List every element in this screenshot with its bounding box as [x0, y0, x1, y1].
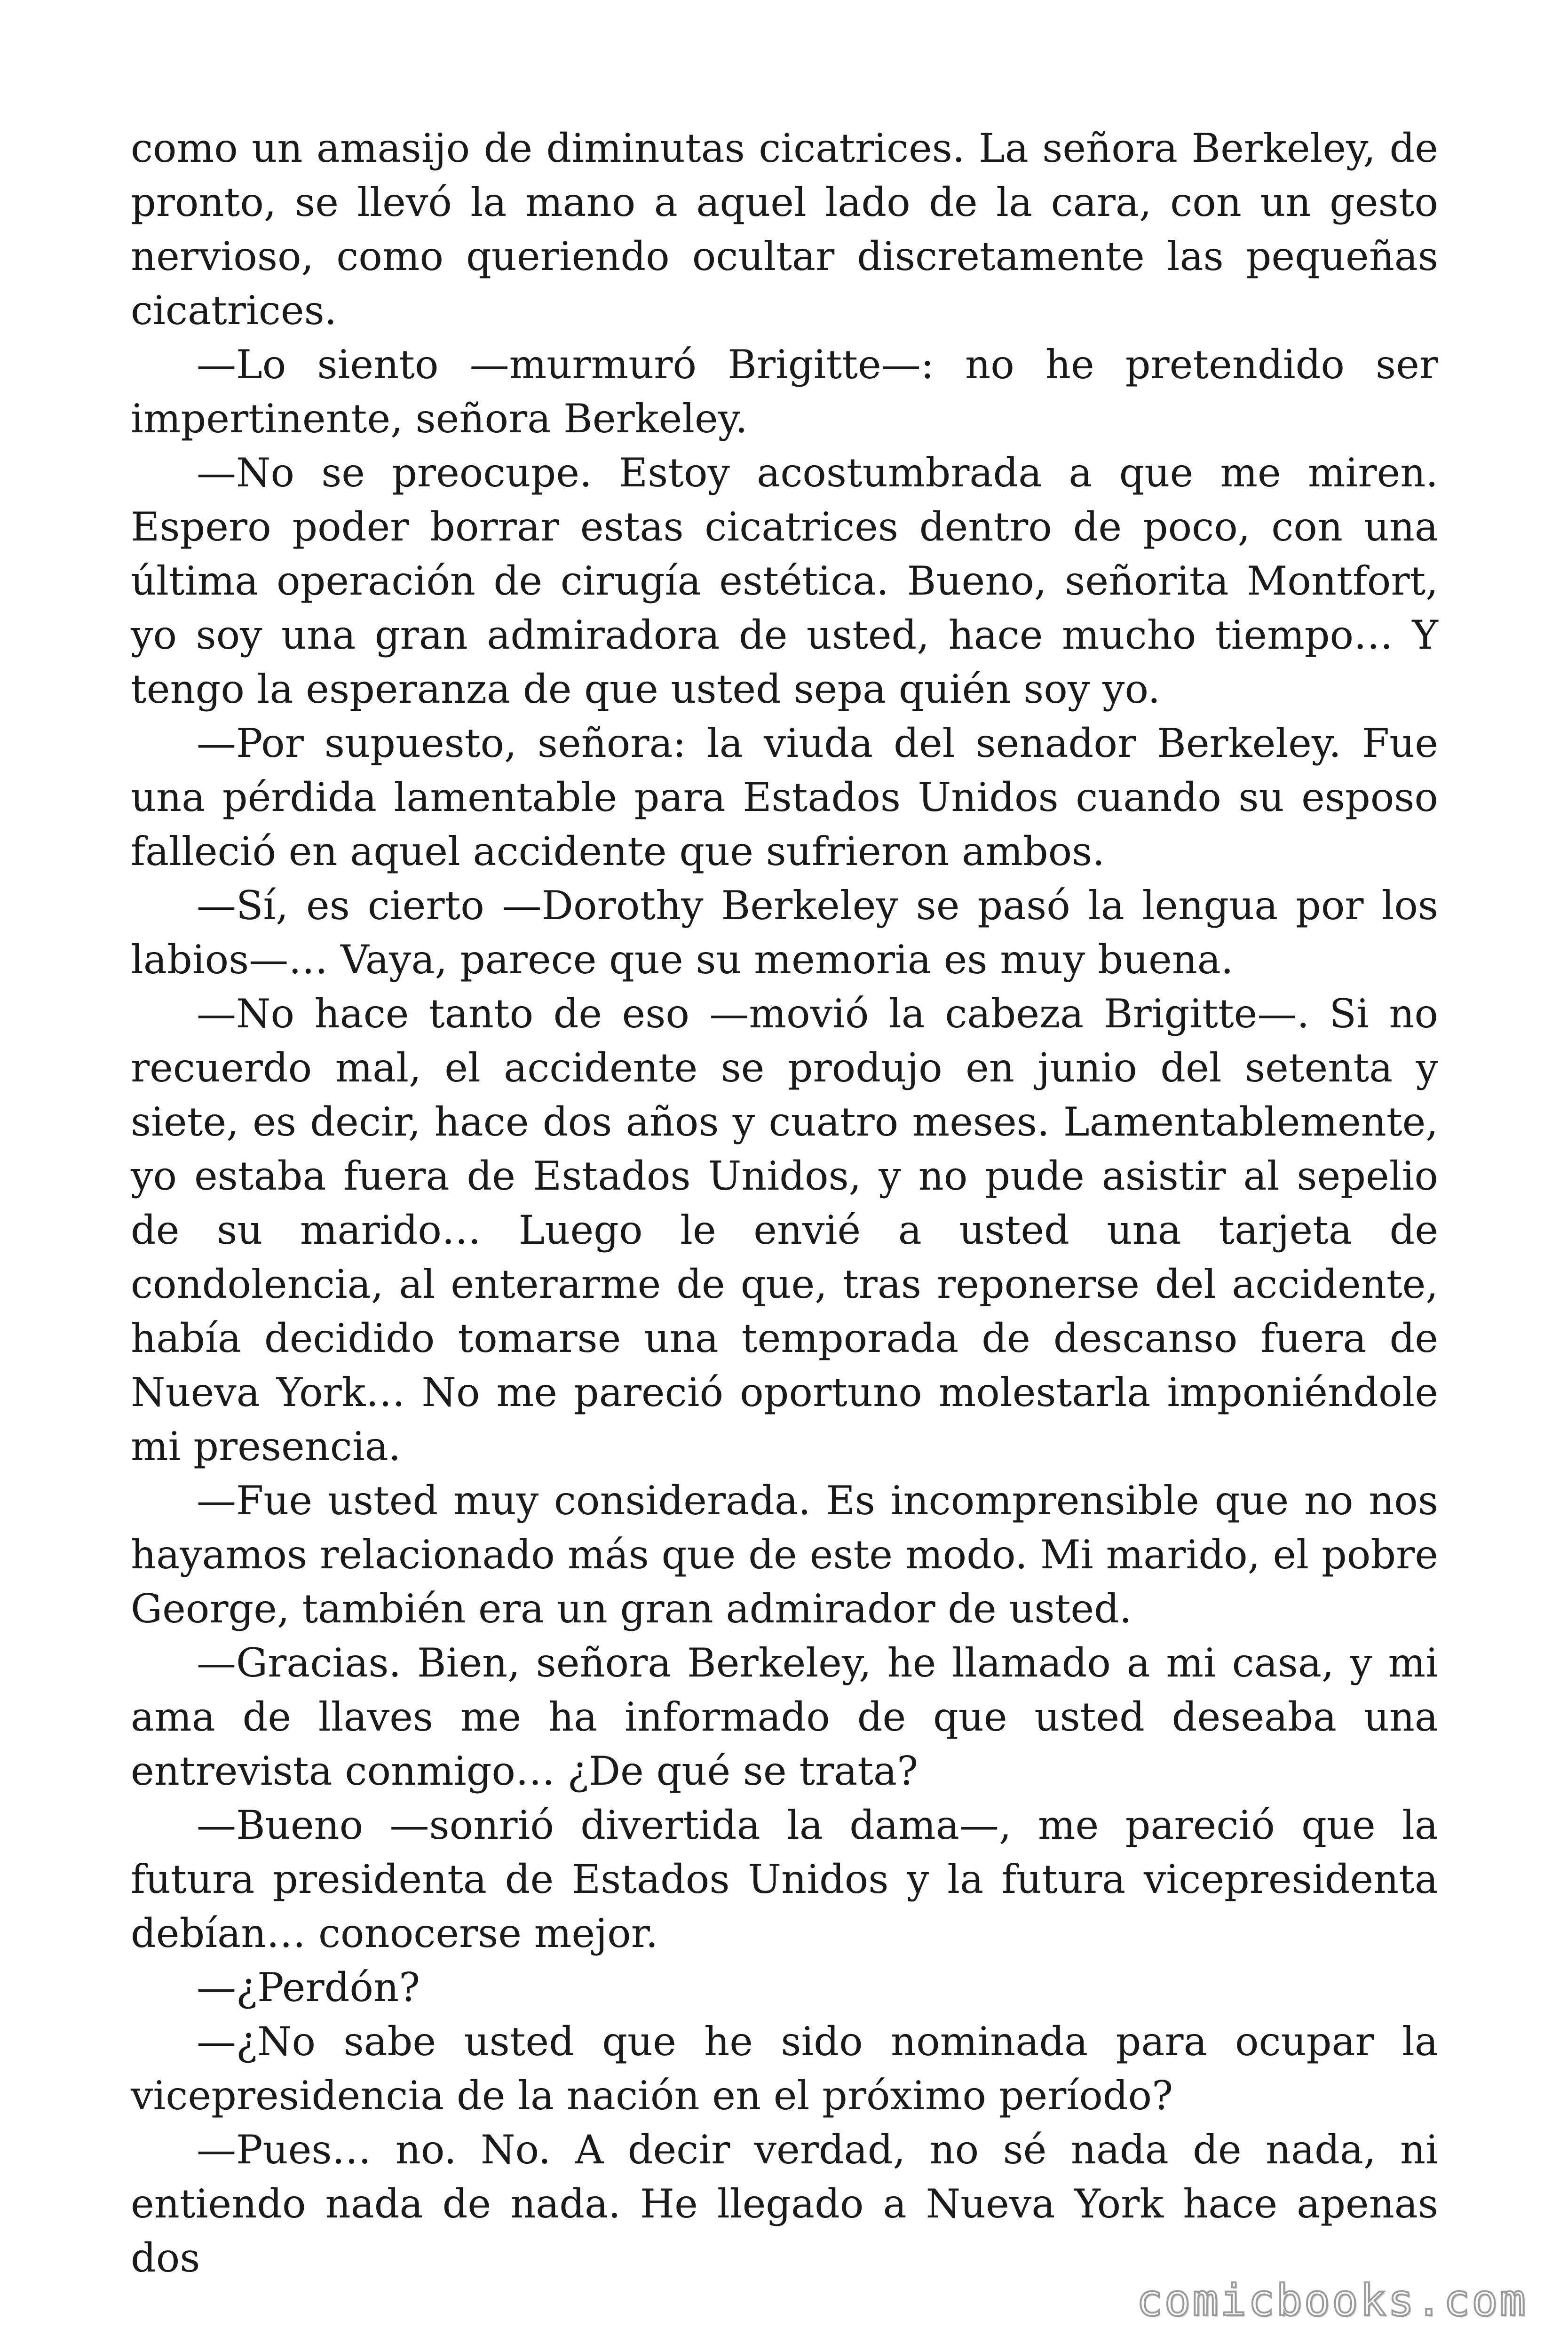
watermark: comicbooks.com — [1136, 2275, 1528, 2326]
paragraph: —Por supuesto, señora: la viuda del senador Berkeley. Fue una pérdida lamentable para Estados Unidos cuando su esposo falleció en aquel accidente que sufrieron ambos. — [131, 720, 1438, 874]
body-text — [131, 121, 1438, 2285]
paragraph: —Bueno —sonrió divertida la dama—, me pareció que la futura presidenta de Estados Unidos y la futura vicepresidenta debían… conocerse mejor. — [131, 1802, 1438, 1956]
paragraph: —No se preocupe. Estoy acostumbrada a que me miren. Espero poder borrar estas cicatrices dentro de poco, con una última operación de cirugía estética. Bueno, señorita Montfort, yo soy una gran admiradora de usted, hace mucho tiempo… Y tengo la esperanza de que usted sepa quién soy yo. — [131, 450, 1438, 712]
paragraph: —¿Perdón? — [197, 1964, 420, 2010]
paragraph: —Sí, es cierto —Dorothy Berkeley se pasó la lengua por los labios—… Vaya, parece que su memoria es muy buena. — [131, 882, 1438, 983]
paragraph: —Pues… no. No. A decir verdad, no sé nada de nada, ni entiendo nada de nada. He llegado a Nueva York hace apenas dos — [131, 2127, 1438, 2281]
paragraph: —Lo siento —murmuró Brigitte—: no he pretendido ser impertinente, señora Berkeley. — [131, 342, 1438, 442]
paragraph: —¿No sabe usted que he sido nominada para ocupar la vicepresidencia de la nación en el próximo período? — [131, 2018, 1438, 2119]
paragraph: —Gracias. Bien, señora Berkeley, he llamado a mi casa, y mi ama de llaves me ha informado de que usted deseaba una entrevista conmigo… ¿De qué se trata? — [131, 1640, 1438, 1794]
paragraph: —No hace tanto de eso —movió la cabeza Brigitte—. Si no recuerdo mal, el accidente se produjo en junio del setenta y siete, es decir, hace dos años y cuatro meses. Lamentablemente, yo estaba fuera de Estados Unidos, y no pude asistir al sepelio de su marido… Luego le envié a usted una tarjeta de condolencia, al enterarme de que, tras reponerse del accidente, había decidido tomarse una temporada de descanso fuera de Nueva York… No me pareció oportuno molestarla imponiéndole mi presencia. — [131, 991, 1438, 1470]
paragraph: como un amasijo de diminutas cicatrices. La señora Berkeley, de pronto, se llevó la mano a aquel lado de la cara, con un gesto nervioso, como queriendo ocultar discretamente las pequeñas cicatrices. — [131, 125, 1438, 334]
paragraph: —Fue usted muy considerada. Es incomprensible que no nos hayamos relacionado más que de este modo. Mi marido, el pobre George, también era un gran admirador de usted. — [131, 1478, 1438, 1632]
